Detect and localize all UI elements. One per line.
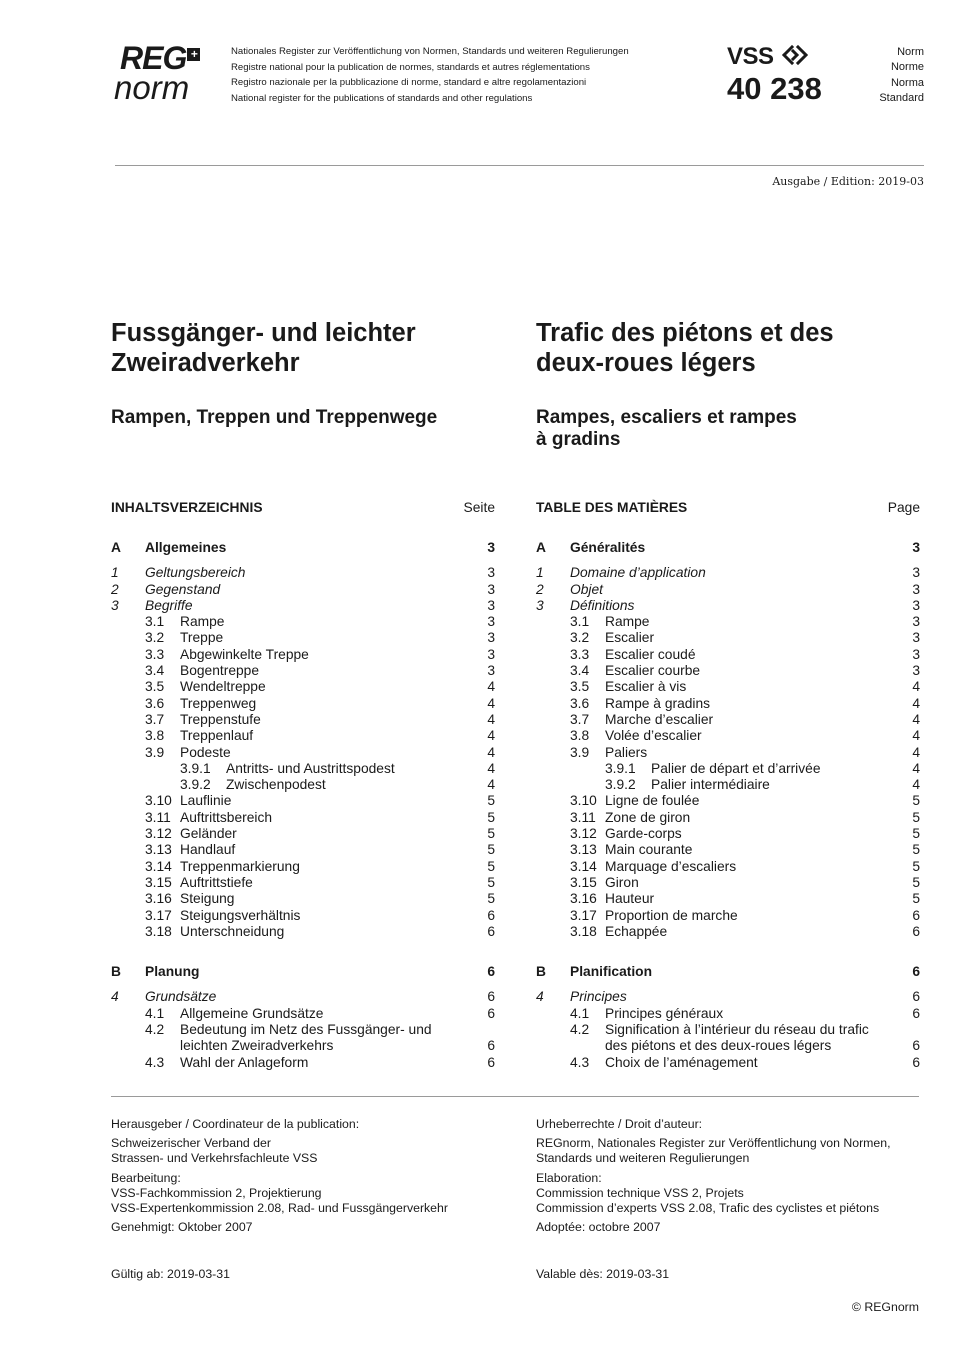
toc-entry (536, 614, 920, 630)
toc-entry-title: Objet (570, 581, 603, 597)
toc-entry-title: Begriffe (145, 597, 193, 613)
toc-entry-number: 3.16 (570, 891, 597, 907)
editing-line-1: VSS-Fachkommission 2, Projektierung (111, 1185, 322, 1200)
toc-entry-page: 5 (487, 826, 495, 842)
toc-entry-number: 4.3 (570, 1054, 590, 1070)
toc-entry-number: 3.9 (145, 744, 165, 760)
valid-from-fr: Valable dès: 2019-03-31 (536, 1267, 670, 1281)
toc-entry (111, 614, 495, 630)
document-type (879, 45, 924, 106)
toc-entry-title: Auftrittstiefe (180, 874, 253, 890)
toc-entry-number: 4.2 (570, 1022, 590, 1038)
toc-entry-title: Choix de l’aménagement (605, 1054, 758, 1070)
toc-entry (111, 745, 495, 761)
toc-entry-title: Allgemeines (145, 540, 227, 555)
valid-from-de: Gültig ab: 2019-03-31 (111, 1267, 230, 1281)
toc-entry-page: 3 (912, 581, 920, 597)
toc-entry-title: Escalier (605, 630, 655, 646)
toc-entry-page: 5 (912, 891, 920, 907)
toc-entry-number: 3.5 (145, 679, 165, 695)
toc-entry-number: 4.2 (145, 1022, 165, 1038)
toc-entry-number: 3.9 (570, 744, 590, 760)
toc-entry-page: 6 (487, 1054, 495, 1070)
toc-entry-page: 3 (487, 630, 495, 646)
toc-entry-title: Wahl der Anlageform (180, 1054, 309, 1070)
toc-entry-title: Principes généraux (605, 1005, 724, 1021)
toc-entry-page: 6 (912, 1005, 920, 1021)
toc-entry-number: 3.10 (570, 793, 597, 809)
subtitle-fr: Rampes, escaliers et rampes à gradins (536, 407, 797, 450)
toc-entry-title: Paliers (605, 744, 648, 760)
toc-entry (111, 540, 495, 556)
toc-entry (536, 712, 920, 728)
toc-entry-title: Treppenweg (180, 695, 257, 711)
copyright-notice: © REGnorm (851, 1300, 919, 1314)
toc-entry (111, 989, 495, 1005)
toc-entry-page: 4 (912, 744, 920, 760)
toc-entry (111, 1055, 495, 1071)
toc-entry-title: Main courante (605, 842, 693, 858)
toc-entry-page: 3 (912, 614, 920, 630)
toc-entry (111, 679, 495, 695)
toc-entry-page: 3 (487, 646, 495, 662)
toc-entry-title: Wendeltreppe (180, 679, 266, 695)
toc-entry-page: 5 (912, 874, 920, 890)
toc-entry-title: Gegenstand (145, 581, 221, 597)
toc-entry-page: 5 (487, 858, 495, 874)
toc-entry-page: 3 (487, 597, 495, 613)
toc-entry (536, 1006, 920, 1022)
toc-entry (111, 1006, 495, 1022)
toc-entry (536, 842, 920, 858)
header-divider (115, 165, 924, 166)
toc-entry-number: A (536, 540, 546, 555)
toc-fr (536, 500, 920, 1071)
toc-entry-page: 3 (487, 565, 495, 581)
toc-entry-page: 6 (912, 1038, 920, 1054)
toc-entry-number: 3.13 (145, 842, 172, 858)
toc-entry-title: Treppenmarkierung (180, 858, 300, 874)
toc-entry-number: 3.6 (145, 695, 165, 711)
toc-entry (536, 598, 920, 614)
publisher-line-2: Strassen- und Verkehrsfachleute VSS (111, 1151, 318, 1166)
toc-entry-title: Podeste (180, 744, 231, 760)
toc-entry-title: Volée d’escalier (605, 728, 702, 744)
toc-entry-page: 5 (912, 858, 920, 874)
toc-entry-number: 4 (111, 989, 119, 1005)
toc-entry-page: 3 (487, 540, 495, 555)
toc-entry-title: Définitions (570, 597, 635, 613)
toc-entry-title: Marquage d’escaliers (605, 858, 737, 874)
vss-arrows-icon (780, 44, 808, 66)
toc-entry-number: 3.8 (145, 728, 165, 744)
toc-entry-title: Planung (145, 964, 200, 980)
toc-entry-number: 3.10 (145, 793, 172, 809)
toc-entry-number: 3.12 (145, 826, 172, 842)
toc-entry-page: 4 (912, 760, 920, 776)
toc-entry-number: 3.17 (570, 907, 597, 923)
toc-entry-page: 3 (912, 597, 920, 613)
edition-label: Ausgabe / Edition: 2019-03 (772, 175, 924, 188)
toc-entry (111, 810, 495, 826)
toc-entry-number: 3.8 (570, 728, 590, 744)
toc-entry-number: 2 (111, 581, 119, 597)
toc-entry-page: 6 (487, 923, 495, 939)
toc-title-de: INHALTSVERZEICHNIS (111, 500, 263, 515)
toc-entry-number: 3.9.2 (605, 777, 636, 793)
toc-entry-page: 6 (487, 1038, 495, 1054)
toc-entry-number: 3.2 (570, 630, 590, 646)
toc-entry-number: 3.14 (145, 858, 172, 874)
toc-entry-number: 3.2 (145, 630, 165, 646)
toc-entry (536, 1038, 920, 1054)
toc-entry-title: Giron (605, 874, 639, 890)
copyright-line-2: Standards und weiteren Regulierungen (536, 1151, 750, 1166)
toc-entry-number: 3.13 (570, 842, 597, 858)
toc-entry-number: B (536, 964, 546, 980)
toc-entry-title: Escalier coudé (605, 646, 696, 662)
toc-de (111, 500, 495, 1071)
toc-entry-number: 3.4 (570, 663, 590, 679)
toc-entry-number: 3.18 (145, 923, 172, 939)
toc-entry-page: 5 (912, 842, 920, 858)
toc-entry (536, 964, 920, 980)
toc-entry-number: 4.3 (145, 1054, 165, 1070)
editing-label: Bearbeitung: (111, 1170, 181, 1185)
toc-entry-number: 3.18 (570, 923, 597, 939)
register-line-en: National register for the publications of standards and other regulations (231, 92, 533, 104)
toc-entry-page: 4 (487, 711, 495, 727)
toc-entry (536, 793, 920, 809)
toc-entry-title: Planification (570, 964, 653, 980)
toc-entry-title: Bogentreppe (180, 663, 260, 679)
toc-entry-title: Geltungsbereich (145, 565, 246, 581)
toc-entry-title: Unterschneidung (180, 923, 285, 939)
toc-entry-title: Handlauf (180, 842, 236, 858)
toc-entry (111, 598, 495, 614)
toc-entry-number: 3.15 (570, 874, 597, 890)
toc-entry-number: 3.1 (570, 614, 590, 630)
approved-date: Genehmigt: Oktober 2007 (111, 1220, 253, 1235)
toc-entry-title: Rampe à gradins (605, 695, 711, 711)
toc-entry-title: Echappée (605, 923, 668, 939)
swiss-cross-icon: + (187, 48, 200, 61)
toc-entry-page: 4 (912, 711, 920, 727)
toc-entry-number: 3.6 (570, 695, 590, 711)
register-description (231, 44, 629, 106)
toc-entry-page: 3 (912, 646, 920, 662)
toc-entry-title: Geländer (180, 826, 237, 842)
copyright-label: Urheberrechte / Droit d’auteur: (536, 1117, 703, 1131)
toc-entry-page: 4 (912, 679, 920, 695)
toc-entry-page: 5 (912, 793, 920, 809)
toc-page-label-fr: Page (887, 500, 920, 515)
toc-entry (111, 793, 495, 809)
toc-entry-page: 3 (912, 630, 920, 646)
toc-rows-de (111, 540, 495, 1071)
toc-entry-page: 4 (912, 777, 920, 793)
toc-entry-page: 4 (487, 695, 495, 711)
toc-entry (111, 582, 495, 598)
toc-entry-title: Steigungsverhältnis (180, 907, 301, 923)
toc-entry (111, 826, 495, 842)
toc-entry-title: Treppenlauf (180, 728, 254, 744)
toc-entry-title: leichten Zweiradverkehrs (180, 1038, 334, 1054)
toc-entry-page: 6 (912, 964, 920, 980)
toc-entry-page: 6 (912, 907, 920, 923)
toc-entry-page: 4 (912, 695, 920, 711)
toc-entry (536, 540, 920, 556)
toc-title-fr: TABLE DES MATIÈRES (536, 500, 688, 515)
toc-entry (536, 875, 920, 891)
toc-entry (111, 777, 495, 793)
toc-entry-page: 4 (487, 777, 495, 793)
title-fr: Trafic des piétons et des deux-roues légers (536, 319, 834, 377)
register-line-de: Nationales Register zur Veröffentlichung von Normen, Standards und weiteren Regulierungen (231, 46, 629, 57)
toc-entry (111, 964, 495, 980)
toc-entry (536, 728, 920, 744)
toc-entry-title: Domaine d’application (570, 565, 706, 581)
register-line-it: Registro nazionale per la pubblicazione di norme, standard e altre regolamentazioni (231, 77, 587, 88)
editing-line-2: VSS-Expertenkommission 2.08, Rad- und Fussgängerverkehr (111, 1201, 448, 1216)
toc-entry (536, 777, 920, 793)
toc-entry (536, 859, 920, 875)
toc-entry-title: Auftrittsbereich (180, 809, 273, 825)
toc-entry-page: 4 (912, 728, 920, 744)
toc-entry-title: Escalier courbe (605, 663, 701, 679)
toc-entry-title: Hauteur (605, 891, 655, 907)
toc-entry-title: Antritts- und Austrittspodest (226, 760, 395, 776)
toc-entry-page: 4 (487, 760, 495, 776)
toc-entry (111, 924, 495, 940)
toc-entry (111, 565, 495, 581)
toc-entry-number: 3.5 (570, 679, 590, 695)
toc-entry-title: Lauflinie (180, 793, 232, 809)
toc-entry (111, 630, 495, 646)
toc-entry-page: 6 (487, 1005, 495, 1021)
toc-entry-number: 3.11 (570, 809, 596, 825)
toc-entry (536, 810, 920, 826)
toc-header-fr (536, 500, 920, 520)
toc-entry-number: 3.7 (570, 711, 590, 727)
toc-entry-page: 5 (912, 826, 920, 842)
toc-entry-page: 3 (487, 663, 495, 679)
toc-entry (536, 1055, 920, 1071)
copyright-line-1: REGnorm, Nationales Register zur Veröffentlichung von Normen, (536, 1136, 891, 1151)
toc-entry (536, 565, 920, 581)
elaboration-line-2: Commission d’experts VSS 2.08, Trafic des cyclistes et piétons (536, 1201, 880, 1216)
toc-entry-title: Marche d’escalier (605, 711, 714, 727)
footer-de (111, 1117, 511, 1235)
doc-type-it: Norma (890, 76, 924, 89)
toc-entry-page: 5 (487, 809, 495, 825)
toc-entry (111, 891, 495, 907)
toc-entry-page: 6 (487, 964, 495, 980)
toc-entry-title: Zone de giron (605, 809, 691, 825)
adopted-date: Adoptée: octobre 2007 (536, 1220, 661, 1235)
toc-entry-title: Généralités (570, 540, 646, 555)
toc-entry (536, 647, 920, 663)
toc-entry (111, 1022, 495, 1038)
toc-entry-title: Abgewinkelte Treppe (180, 646, 309, 662)
toc-entry-number: 1 (536, 565, 544, 581)
elaboration-line-1: Commission technique VSS 2, Projets (536, 1185, 744, 1200)
toc-header-de (111, 500, 495, 520)
toc-entry-number: 3.15 (145, 874, 172, 890)
toc-entry-page: 5 (487, 891, 495, 907)
toc-entry-number: 2 (536, 581, 544, 597)
doc-type-de: Norm (897, 46, 924, 58)
vss-logo: VSS (727, 44, 808, 69)
toc-entry (536, 663, 920, 679)
toc-entry (111, 761, 495, 777)
toc-entry-title: Treppenstufe (180, 711, 261, 727)
toc-entry (111, 842, 495, 858)
toc-entry-number: 3 (111, 597, 119, 613)
toc-entry-number: 3.3 (570, 646, 590, 662)
toc-entry-page: 6 (912, 989, 920, 1005)
toc-entry-number: 4.1 (570, 1005, 590, 1021)
toc-entry (536, 1022, 920, 1038)
toc-entry-title: Ligne de foulée (605, 793, 700, 809)
register-line-fr: Registre national pour la publication de normes, standards et autres réglementations (231, 61, 590, 73)
title-de: Fussgänger- und leichter Zweiradverkehr (111, 319, 416, 377)
toc-entry-title: Treppe (180, 630, 224, 646)
toc-entry (536, 908, 920, 924)
toc-entry-number: 3.4 (145, 663, 165, 679)
toc-entry-title: Allgemeine Grundsätze (180, 1005, 324, 1021)
toc-entry (111, 647, 495, 663)
toc-entry (111, 712, 495, 728)
toc-entry-page: 5 (487, 793, 495, 809)
toc-entry-page: 6 (487, 907, 495, 923)
doc-type-en: Standard (879, 91, 924, 104)
toc-entry-title: Rampe (605, 614, 650, 630)
toc-entry (536, 891, 920, 907)
toc-entry (536, 582, 920, 598)
toc-entry-number: 1 (111, 565, 119, 581)
toc-entry (111, 908, 495, 924)
toc-entry-page: 4 (487, 744, 495, 760)
toc-entry (536, 761, 920, 777)
toc-entry-page: 4 (487, 728, 495, 744)
toc-entry (111, 663, 495, 679)
toc-entry-page: 3 (912, 663, 920, 679)
toc-entry-number: 3 (536, 597, 544, 613)
toc-entry-title: Steigung (180, 891, 235, 907)
elaboration-label: Elaboration: (536, 1170, 602, 1185)
toc-entry-page: 6 (912, 1054, 920, 1070)
toc-entry (536, 679, 920, 695)
toc-entry (111, 875, 495, 891)
toc-entry-number: 4 (536, 989, 544, 1005)
doc-type-fr: Norme (890, 61, 924, 74)
toc-entry-number: 3.9.1 (605, 760, 636, 776)
toc-entry-page: 6 (487, 989, 495, 1005)
toc-entry-title: Palier intermédiaire (651, 777, 770, 793)
toc-entry-page: 3 (912, 565, 920, 581)
footer-fr (536, 1117, 936, 1235)
toc-entry (536, 696, 920, 712)
toc-entry-number: 3.9.2 (180, 777, 211, 793)
toc-entry-page: 5 (487, 842, 495, 858)
toc-entry-page: 5 (487, 874, 495, 890)
toc-entry (111, 696, 495, 712)
document-number: 40 238 (727, 71, 822, 106)
toc-rows-fr (536, 540, 920, 1071)
toc-entry-number: 3.11 (145, 809, 171, 825)
toc-entry (536, 826, 920, 842)
toc-entry-number: B (111, 964, 121, 980)
toc-entry-number: 3.14 (570, 858, 597, 874)
toc-entry-number: 4.1 (145, 1005, 165, 1021)
toc-entry-number: 3.7 (145, 711, 165, 727)
regnorm-logo-reg: REG + (120, 42, 200, 74)
toc-entry-title: Signification à l’intérieur du réseau du trafic (605, 1022, 869, 1038)
toc-entry-title: Principes (570, 989, 627, 1005)
toc-entry (536, 630, 920, 646)
toc-entry-title: Proportion de marche (605, 907, 738, 923)
toc-entry-number: 3.1 (145, 614, 165, 630)
toc-entry (111, 1038, 495, 1054)
toc-entry-title: Escalier à vis (605, 679, 687, 695)
toc-entry-number: 3.9.1 (180, 760, 211, 776)
subtitle-de: Rampen, Treppen und Treppenwege (111, 407, 438, 428)
toc-entry-number: 3.16 (145, 891, 172, 907)
toc-entry-page: 3 (487, 581, 495, 597)
toc-entry (536, 745, 920, 761)
toc-entry-number: 3.3 (145, 646, 165, 662)
toc-entry-page: 6 (912, 923, 920, 939)
toc-entry-title: Grundsätze (145, 989, 217, 1005)
toc-entry-page: 4 (487, 679, 495, 695)
toc-entry-number: 3.12 (570, 826, 597, 842)
toc-entry-title: Bedeutung im Netz des Fussgänger- und (180, 1022, 432, 1038)
toc-entry (111, 728, 495, 744)
toc-entry-page: 3 (487, 614, 495, 630)
toc-entry-title: des piétons et des deux-roues légers (605, 1038, 832, 1054)
toc-entry-title: Garde-corps (605, 826, 682, 842)
toc-entry-page: 5 (912, 809, 920, 825)
regnorm-logo-norm: norm (114, 69, 190, 106)
toc-entry (536, 989, 920, 1005)
publisher-line-1: Schweizerischer Verband der (111, 1136, 271, 1151)
toc-entry (111, 859, 495, 875)
toc-entry-title: Rampe (180, 614, 225, 630)
toc-entry (536, 924, 920, 940)
toc-entry-number: 3.17 (145, 907, 172, 923)
toc-page-label-de: Seite (463, 500, 495, 515)
publisher-label: Herausgeber / Coordinateur de la publication: (111, 1117, 360, 1131)
toc-entry-title: Palier de départ et d’arrivée (651, 760, 821, 776)
toc-entry-number: A (111, 540, 121, 555)
toc-entry-page: 3 (912, 540, 920, 555)
footer-divider (111, 1096, 919, 1097)
toc-entry-title: Zwischenpodest (226, 777, 326, 793)
